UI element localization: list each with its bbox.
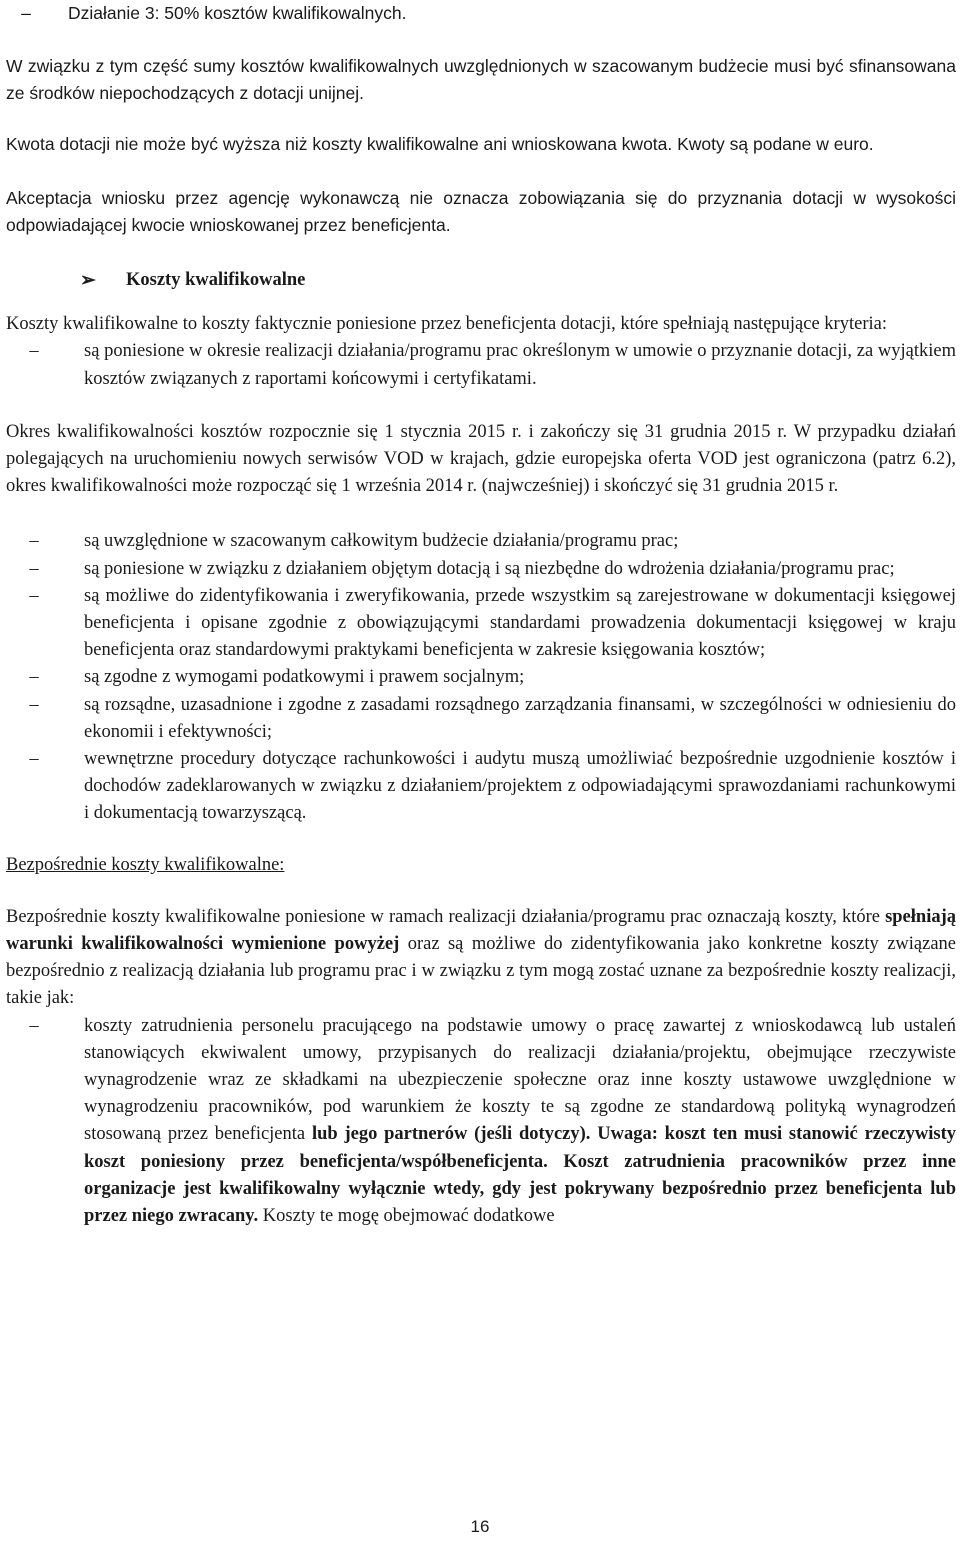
list-item: [6, 692, 956, 746]
list-item-text: wewnętrzne procedury dotyczące rachunkowości i audytu muszą umożliwiać bezpośrednie uzgodnienie kosztów i dochodów zadeklarowanych w związku z działaniem/projektem z odpowiadającymi sprawozdaniami rachunkowymi i dokumentacją towarzyszącą.: [84, 749, 956, 824]
list-item-text: są poniesione w związku z działaniem objętym dotacją i są niezbędne do wdrożenia działania/programu prac;: [84, 558, 895, 579]
paragraph-eligible-costs: Koszty kwalifikowalne to koszty faktycznie poniesione przez beneficjenta dotacji, które spełniają następujące kryteria:: [6, 314, 887, 335]
dash-bullet: –: [29, 341, 39, 362]
paragraph-bold-text: spełniają warunki kwalifikowalności wymienione powyżej: [6, 906, 956, 955]
dash-bullet: –: [29, 667, 39, 688]
paragraph-grant-amount: Kwota dotacji nie może być wyższa niż koszty kwalifikowalne ani wnioskowana kwota. Kwoty są podane w euro.: [6, 134, 874, 154]
list-item: [6, 746, 956, 828]
list-item-bold-text: lub jego partnerów (jeśli dotyczy). Uwaga: koszt ten musi stanowić rzeczywisty koszt poniesiony przez beneficjenta/współbeneficjenta. Koszt zatrudnienia pracowników przez inne organizacje jest kwalifikowalny wyłącznie wtedy, gdy jest pokrywany bezpośrednio przez beneficjenta lub przez niego zwracany.: [84, 1124, 956, 1227]
paragraph-direct-costs: [6, 904, 956, 1013]
list-item-text: Koszty te mogę obejmować dodatkowe: [258, 1206, 555, 1227]
list-item-text: są rozsądne, uzasadnione i zgodne z zasadami rozsądnego zarządzania finansami, w szczególności w odniesieniu do ekonomii i efektywności;: [84, 694, 956, 742]
dash-bullet: –: [29, 558, 39, 579]
paragraph-eligibility-period: Okres kwalifikowalności kosztów rozpocznie się 1 stycznia 2015 r. i zakończy się 31 grudnia 2015 r. W przypadku działań polegających na uruchomieniu nowych serwisów VOD w krajach, gdzie europejska oferta VOD jest ograniczona (patrz 6.2), okres kwalifikowalności może rozpocząć się 1 września 2014 r. (najwcześniej) i skończyć się 31 grudnia 2015 r.: [6, 421, 956, 497]
list-item: [6, 1013, 956, 1231]
list-item: [6, 528, 956, 555]
subheading-direct-costs: Bezpośrednie koszty kwalifikowalne:: [6, 854, 285, 875]
page-number: 16: [470, 1517, 490, 1536]
section-heading: [6, 267, 956, 294]
dash-bullet: –: [29, 749, 39, 770]
dash-bullet: –: [29, 531, 39, 552]
list-item-text: są poniesione w okresie realizacji działania/programu prac określonym w umowie o przyznanie dotacji, za wyjątkiem kosztów związanych z raportami końcowymi i certyfikatami.: [84, 341, 956, 389]
paragraph-text: oraz są możliwe do zidentyfikowania jako konkretne koszty związane bezpośrednio z realizacją działania lub programu prac i w związku z tym mogą zostać uznane za bezpośrednie koszty realizacji, takie jak:: [6, 934, 956, 1009]
document-page: [6, 0, 956, 1230]
list-item: [6, 0, 956, 27]
list-item-text: koszty zatrudnienia personelu pracującego na podstawie umowy o pracę zawartej z wnioskodawcą lub ustaleń stanowiących ekwiwalent umowy, przypisanych do realizacji działania/projektu, obejmujące rzeczywiste wynagrodzenie wraz ze składkami na ubezpieczenie społeczne oraz inne koszty ustawowe uwzględnione w wynagrodzeniu pracowników, pod warunkiem że koszty te są zgodne ze standardową polityką wynagrodzeń stosowaną przez beneficjenta: [84, 1015, 956, 1145]
dash-bullet: –: [21, 3, 31, 23]
dash-bullet: –: [29, 694, 39, 715]
paragraph-acceptance: Akceptacja wniosku przez agencję wykonawczą nie oznacza zobowiązania się do przyznania dotacji w wysokości odpowiadającej kwocie wnioskowanej przez beneficjenta.: [6, 188, 956, 235]
list-item: [6, 664, 956, 691]
list-item: [6, 338, 956, 392]
list-item: [6, 583, 956, 665]
dash-bullet: –: [29, 585, 39, 606]
criteria-list: [6, 528, 956, 827]
arrow-bullet-icon: ➢: [80, 270, 96, 291]
list-item-text: Działanie 3: 50% kosztów kwalifikowalnych.: [68, 3, 407, 23]
list-item: [6, 556, 956, 583]
section-heading-text: Koszty kwalifikowalne: [126, 270, 306, 290]
list-item-text: są zgodne z wymogami podatkowymi i prawem socjalnym;: [84, 667, 525, 688]
dash-bullet: –: [29, 1015, 39, 1036]
paragraph-text: Bezpośrednie koszty kwalifikowalne poniesione w ramach realizacji działania/programu prac oznaczają koszty, które: [6, 906, 886, 927]
list-item-text: są możliwe do zidentyfikowania i zweryfikowania, przede wszystkim są zarejestrowane w dokumentacji księgowej beneficjenta i opisane zgodnie z obowiązującymi standardami prowadzenia dokumentacji księgowej w kraju beneficjenta oraz standardowymi praktykami beneficjenta w zakresie księgowania kosztów;: [84, 585, 956, 661]
list-item-text: są uwzględnione w szacowanym całkowitym budżecie działania/programu prac;: [84, 531, 679, 552]
paragraph-cofinancing: W związku z tym część sumy kosztów kwalifikowalnych uwzględnionych w szacowanym budżecie musi być sfinansowana ze środków niepochodzących z dotacji unijnej.: [6, 56, 956, 103]
